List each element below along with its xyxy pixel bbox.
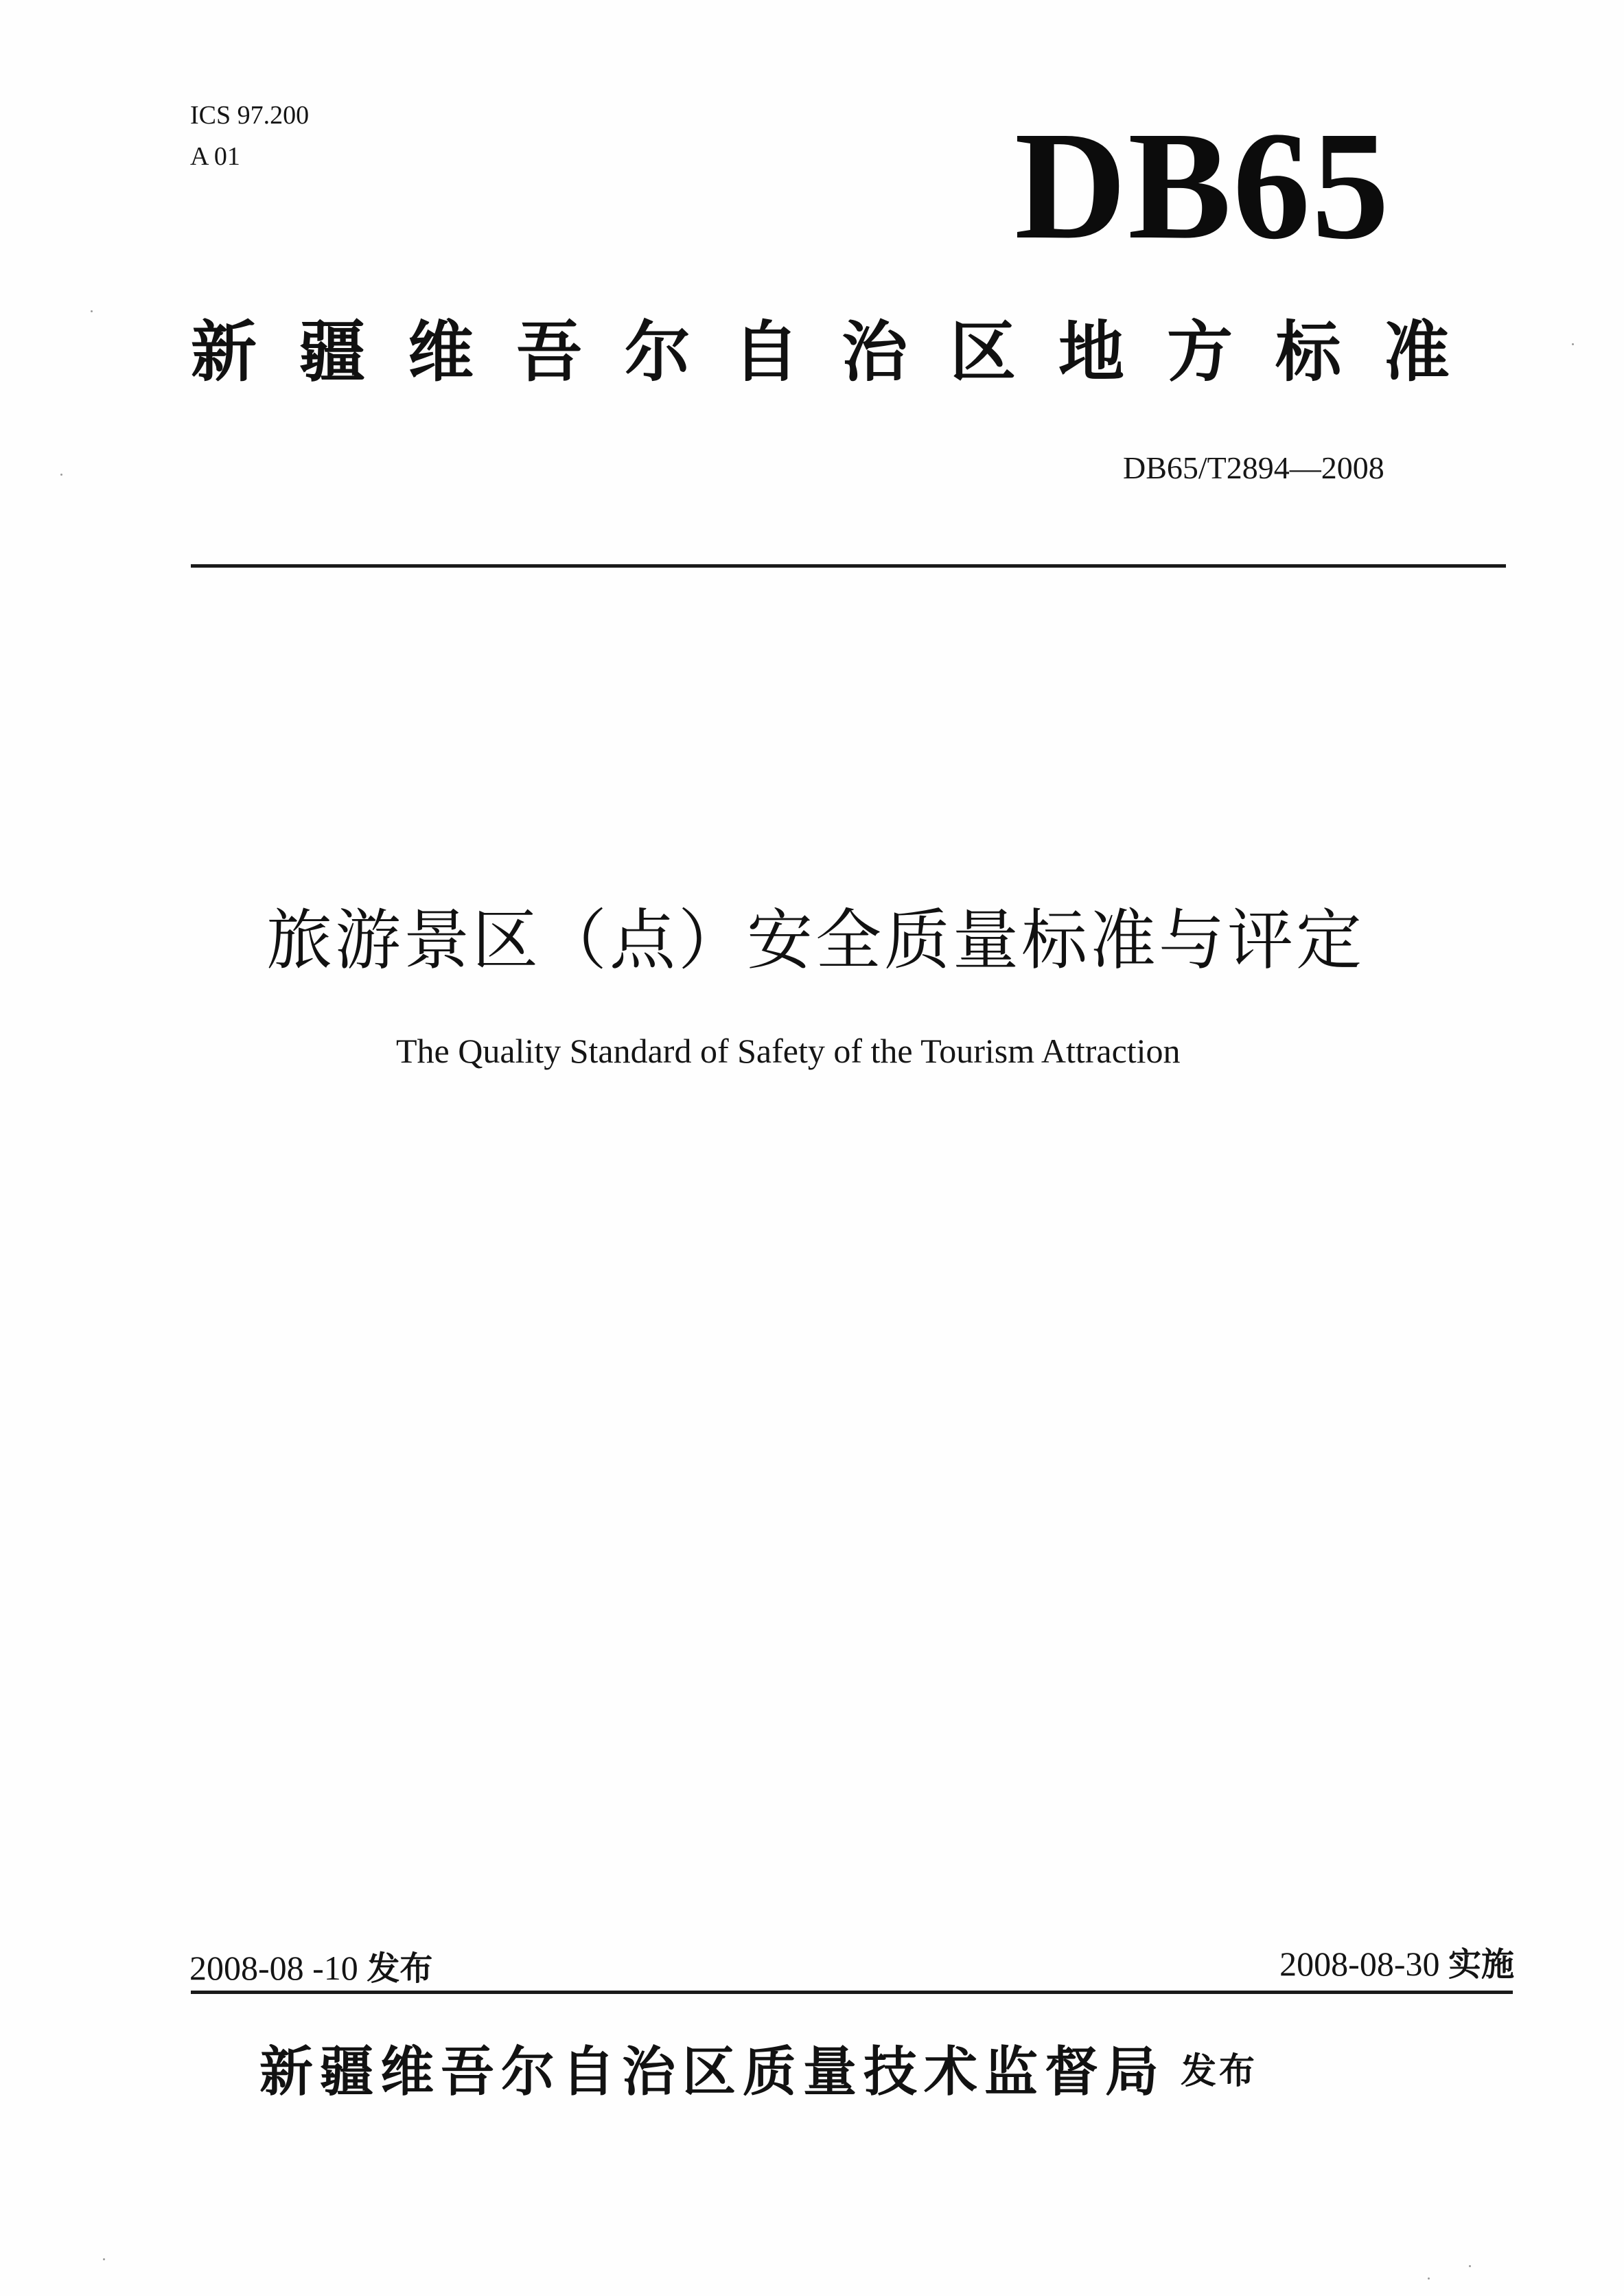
- release-date-line: [189, 1944, 432, 1993]
- release-label: 发布: [367, 1949, 433, 1988]
- document-title-chinese: 旅游景区（点）安全质量标准与评定: [266, 902, 1365, 979]
- issuing-authority: [259, 2030, 1257, 2113]
- effective-date: 2008-08-30: [1279, 1945, 1440, 1983]
- document-title-english: The Quality Standard of Safety of the Tourism Attraction: [396, 1032, 1181, 1070]
- scan-speck: [1469, 2265, 1471, 2267]
- category-code: A 01: [190, 142, 240, 171]
- scan-speck: [1572, 343, 1574, 345]
- scan-speck: [60, 474, 62, 476]
- issuer-name: 新疆维吾尔自治区质量技术监督局: [259, 2041, 1166, 2103]
- footer-divider: [191, 1991, 1513, 1994]
- scan-speck: [103, 2258, 105, 2260]
- effective-date-line: [1279, 1940, 1514, 1988]
- db-code-mark: DB65: [1014, 100, 1391, 271]
- standard-category-title: 新疆维吾尔自治区地方标准: [191, 314, 1492, 391]
- header-divider: [191, 564, 1506, 568]
- classification-codes: [190, 95, 309, 177]
- standard-number: DB65/T2894—2008: [1123, 450, 1384, 485]
- issuer-suffix: 发布: [1181, 2051, 1258, 2092]
- effective-label: 实施: [1448, 1945, 1514, 1984]
- release-date: 2008-08 -10: [189, 1949, 358, 1987]
- scan-speck: [1428, 2277, 1430, 2280]
- ics-code: ICS 97.200: [190, 101, 310, 130]
- scan-speck: [91, 310, 93, 312]
